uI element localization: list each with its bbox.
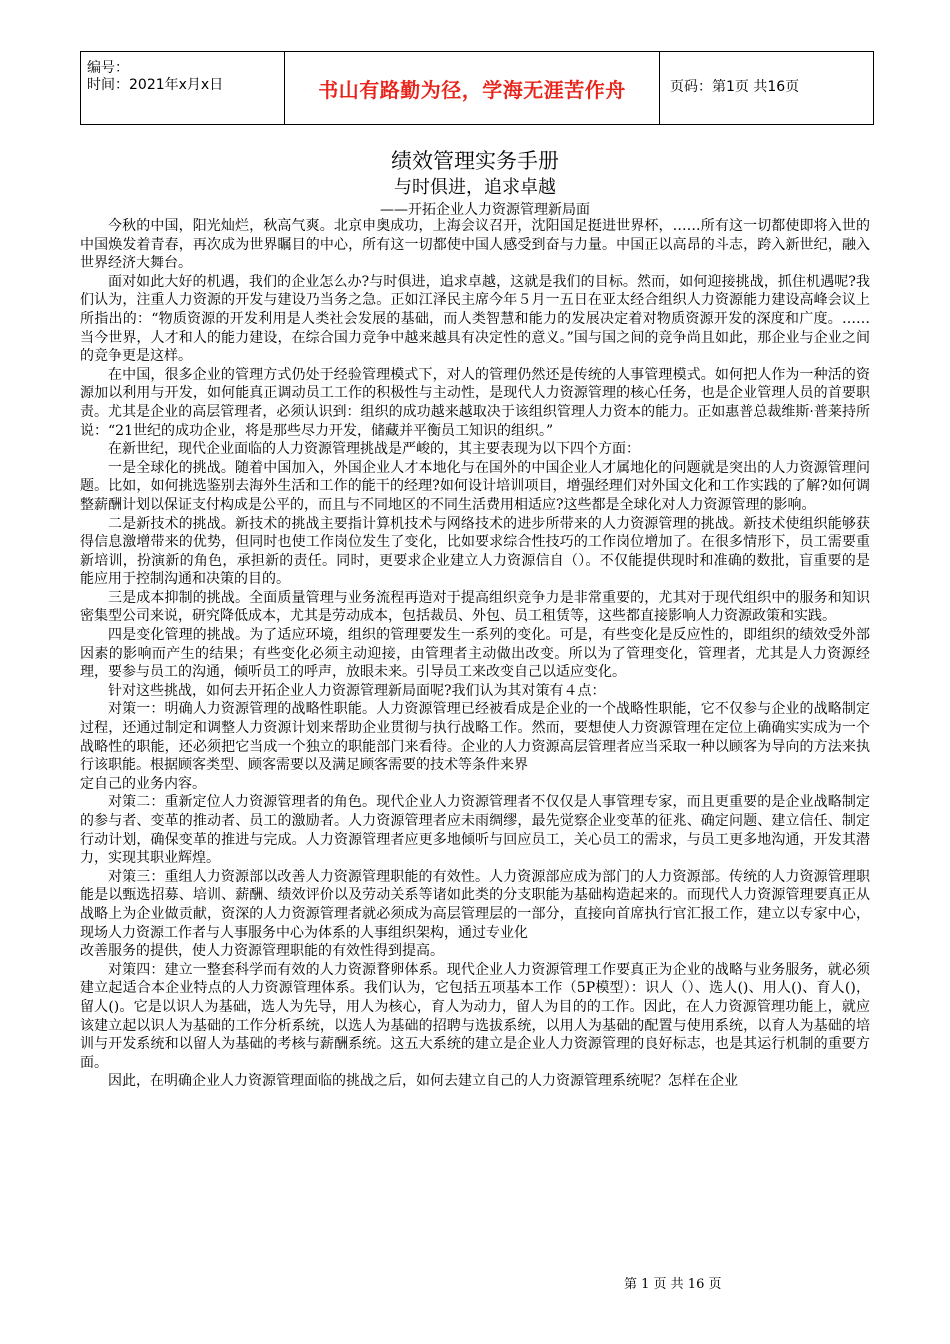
paragraph: 对策一：明确人力资源管理的战略性职能。人力资源管理已经被看成是企业的一个战略性职能，它不仅参与企业的战略制定过程，还通过制定和调整人力资源计划来帮助企业贯彻与执行战略工作。然而，要想使人力资源管理在定位上确确实实成为一个战略性的职能，还必须把它当成一个独立的职能部门来看待。企业的人力资源高层管理者应当采取一种以顾客为导向的方法来执行该职能。根据顾客类型、顾客需要以及满足顾客需要的技术等条件来界: [80, 701, 870, 774]
paragraph: 对策二：重新定位人力资源管理者的角色。现代企业人力资源管理者不仅仅是人事管理专家，而且更重要的是企业战略制定的参与者、变革的推动者、员工的激励者。人力资源管理者应未雨绸缪，最先觉察企业变革的征兆、确定问题、建立信任、制定行动计划，确保变革的推进与完成。人力资源管理者应更多地倾听与回应员工，关心员工的需求，与员工更多地沟通，开发其潜力，实现其职业辉煌。: [80, 794, 870, 867]
document-number-label: 编号：: [87, 60, 129, 76]
paragraph: 在中国，很多企业的管理方式仍处于经验管理模式下，对人的管理仍然还是传统的人事管理模式。如何把人作为一种活的资源加以利用与开发，如何能真正调动员工工作的积极性与主动性，是现代人力资源管理的核心任务，也是企业管理人员的首要职责。尤其是企业的高层管理者，必须认识到：组织的成功越来越取决于该组织管理人力资本的能力。正如惠普总裁维斯·普莱持所说：“21世纪的成功企业，将是那些尽力开发，储藏并平衡员工知识的组织。”: [80, 366, 870, 439]
paragraph: 四是变化管理的挑战。为了适应环境，组织的管理要发生一系列的变化。可是，有些变化是反应性的，即组织的绩效受外部因素的影响而产生的结果；有些变化必须主动迎接，由管理者主动做出改变。所以为了管理变化，管理者，尤其是人力资源经理，要参与员工的沟通，倾听员工的呼声，放眼未来。引导员工来改变自己以适应变化。: [80, 627, 870, 681]
paragraph: 一是全球化的挑战。随着中国加入，外国企业人才本地化与在国外的中国企业人才属地化的问题就是突出的人力资源管理问题。比如，如何挑选鉴别去海外生活和工作的能干的经理?如何设计培训项目，增强经理们对外国文化和工作实践的了解?如何调整薪酬计划以保证支付构成是公平的，而且与不同地区的不同生活费用相适应?这些都是全球化对人力资源管理的影响。: [80, 459, 870, 513]
paragraph: 今秋的中国，阳光灿烂，秋高气爽。北京申奥成功，上海会议召开，沈阳国足挺进世界杯，……所有这一切都使即将入世的中国焕发着青春，再次成为世界瞩目的中心，所有这一切都使中国人感受到奋与力量。中国正以高昂的斗志，跨入新世纪，融入世界经济大舞台。: [80, 218, 870, 272]
paragraph: 针对这些挑战，如何去开拓企业人力资源管理新局面呢?我们认为其对策有４点：: [108, 682, 606, 699]
paragraph: 三是成本抑制的挑战。全面质量管理与业务流程再造对于提高组织竞争力是非常重要的，尤其对于现代组织中的服务和知识密集型公司来说，研究降低成本，尤其是劳动成本，包括裁员、外包、员工租赁等，这些都直接影响人力资源政策和实践。: [80, 589, 870, 625]
document-time-label: 时间：2021年x月x日: [87, 77, 224, 93]
document-subtitle: 与时俱进，追求卓越: [394, 177, 556, 198]
paragraph: 对策三：重组人力资源部以改善人力资源管理职能的有效性。人力资源部应成为部门的人力资源部。传统的人力资源管理职能是以甄选招募、培训、薪酬、绩效评价以及劳动关系等诸如此类的分支职能为基础构造起来的。而现代人力资源管理要真正从战略上为企业做贡献，资深的人力资源管理者就必须成为高层管理层的一部分，直接向首席执行官汇报工作，建立以专家中心，现场人力资源工作者与人事服务中心为体系的人事组织架构，通过专业化: [80, 868, 870, 941]
paragraph: 改善服务的提供，使人力资源管理职能的有效性得到提高。: [80, 943, 444, 960]
header-page-info: 页码：第1页 共16页: [660, 52, 874, 125]
document-byline: ——开拓企业人力资源管理新局面: [380, 202, 590, 218]
paragraph: 对策四：建立一整套科学而有效的人力资源瞀卵体系。现代企业人力资源管理工作要真正为企业的战略与业务服务，就必须建立起适合本企业特点的人力资源管理体系。我们认为，它包括五项基本工作（5P模型）：识人（）、选人()、用人()、育人()，留人()。它是以识人为基础，选人为先导，用人为核心，育人为动力，留人为目的的工作。因此，在人力资源管理功能上，就应该建立起以识人为基础的工作分析系统，以选人为基础的招聘与选拔系统，以用人为基础的配置与使用系统，以育人为基础的培训与开发系统和以留人为基础的考核与薪酬系统。这五大系统的建立是企业人力资源管理的良好标志，也是其运行机制的重要方面。: [80, 961, 870, 1071]
page-header: [80, 51, 874, 125]
paragraph: 在新世纪，现代企业面临的人力资源管理挑战是严峻的，其主要表现为以下四个方面：: [108, 441, 640, 458]
document-title: 绩效管理实务手册: [391, 149, 559, 173]
paragraph: 二是新技术的挑战。新技术的挑战主要指计算机技术与网络技术的进步所带来的人力资源管理的挑战。新技术使组织能够获得信息激增带来的优势，但同时也使工作岗位发生了变化，比如要求综合性技巧的工作岗位增加了。在很多情形下，员工需要重新培训，扮演新的角色，承担新的责任。同时，更要求企业建立人力资源信自（）。不仅能提供现时和准确的数批，盲重要的是能应用于控制沟通和决策的目的。: [80, 515, 870, 588]
header-motto: 书山有路勤为径，学海无涯苦作舟: [285, 52, 660, 125]
paragraph: 定自己的业务内容。: [80, 775, 206, 792]
page-footer: 第 1 页 共 16 页: [624, 1277, 722, 1292]
header-meta: [81, 52, 285, 125]
paragraph: 面对如此大好的机遇，我们的企业怎么办?与时俱进，追求卓越，这就是我们的目标。然而，如何迎接挑战，抓住机遇呢?我们认为，注重人力资源的开发与建设乃当务之急。正如江泽民主席今年５月一五日在亚太经合组织人力资源能力建设高峰会议上所指出的：“物质资源的开发利用是人类社会发展的基础，而人类智慧和能力的发展决定着对物质资源开发的深度和广度。……当今世界，人才和人的能力建设，在综合国力竞争中越来越具有决定性的意义。”国与国之间的竞争尚且如此，那企业与企业之间的竞争更是这样。: [80, 273, 870, 365]
document-body: [80, 217, 870, 1091]
paragraph: 因此，在明确企业人力资源管理面临的挑战之后，如何去建立自己的人力资源管理系统呢？怎样在企业: [108, 1073, 738, 1090]
